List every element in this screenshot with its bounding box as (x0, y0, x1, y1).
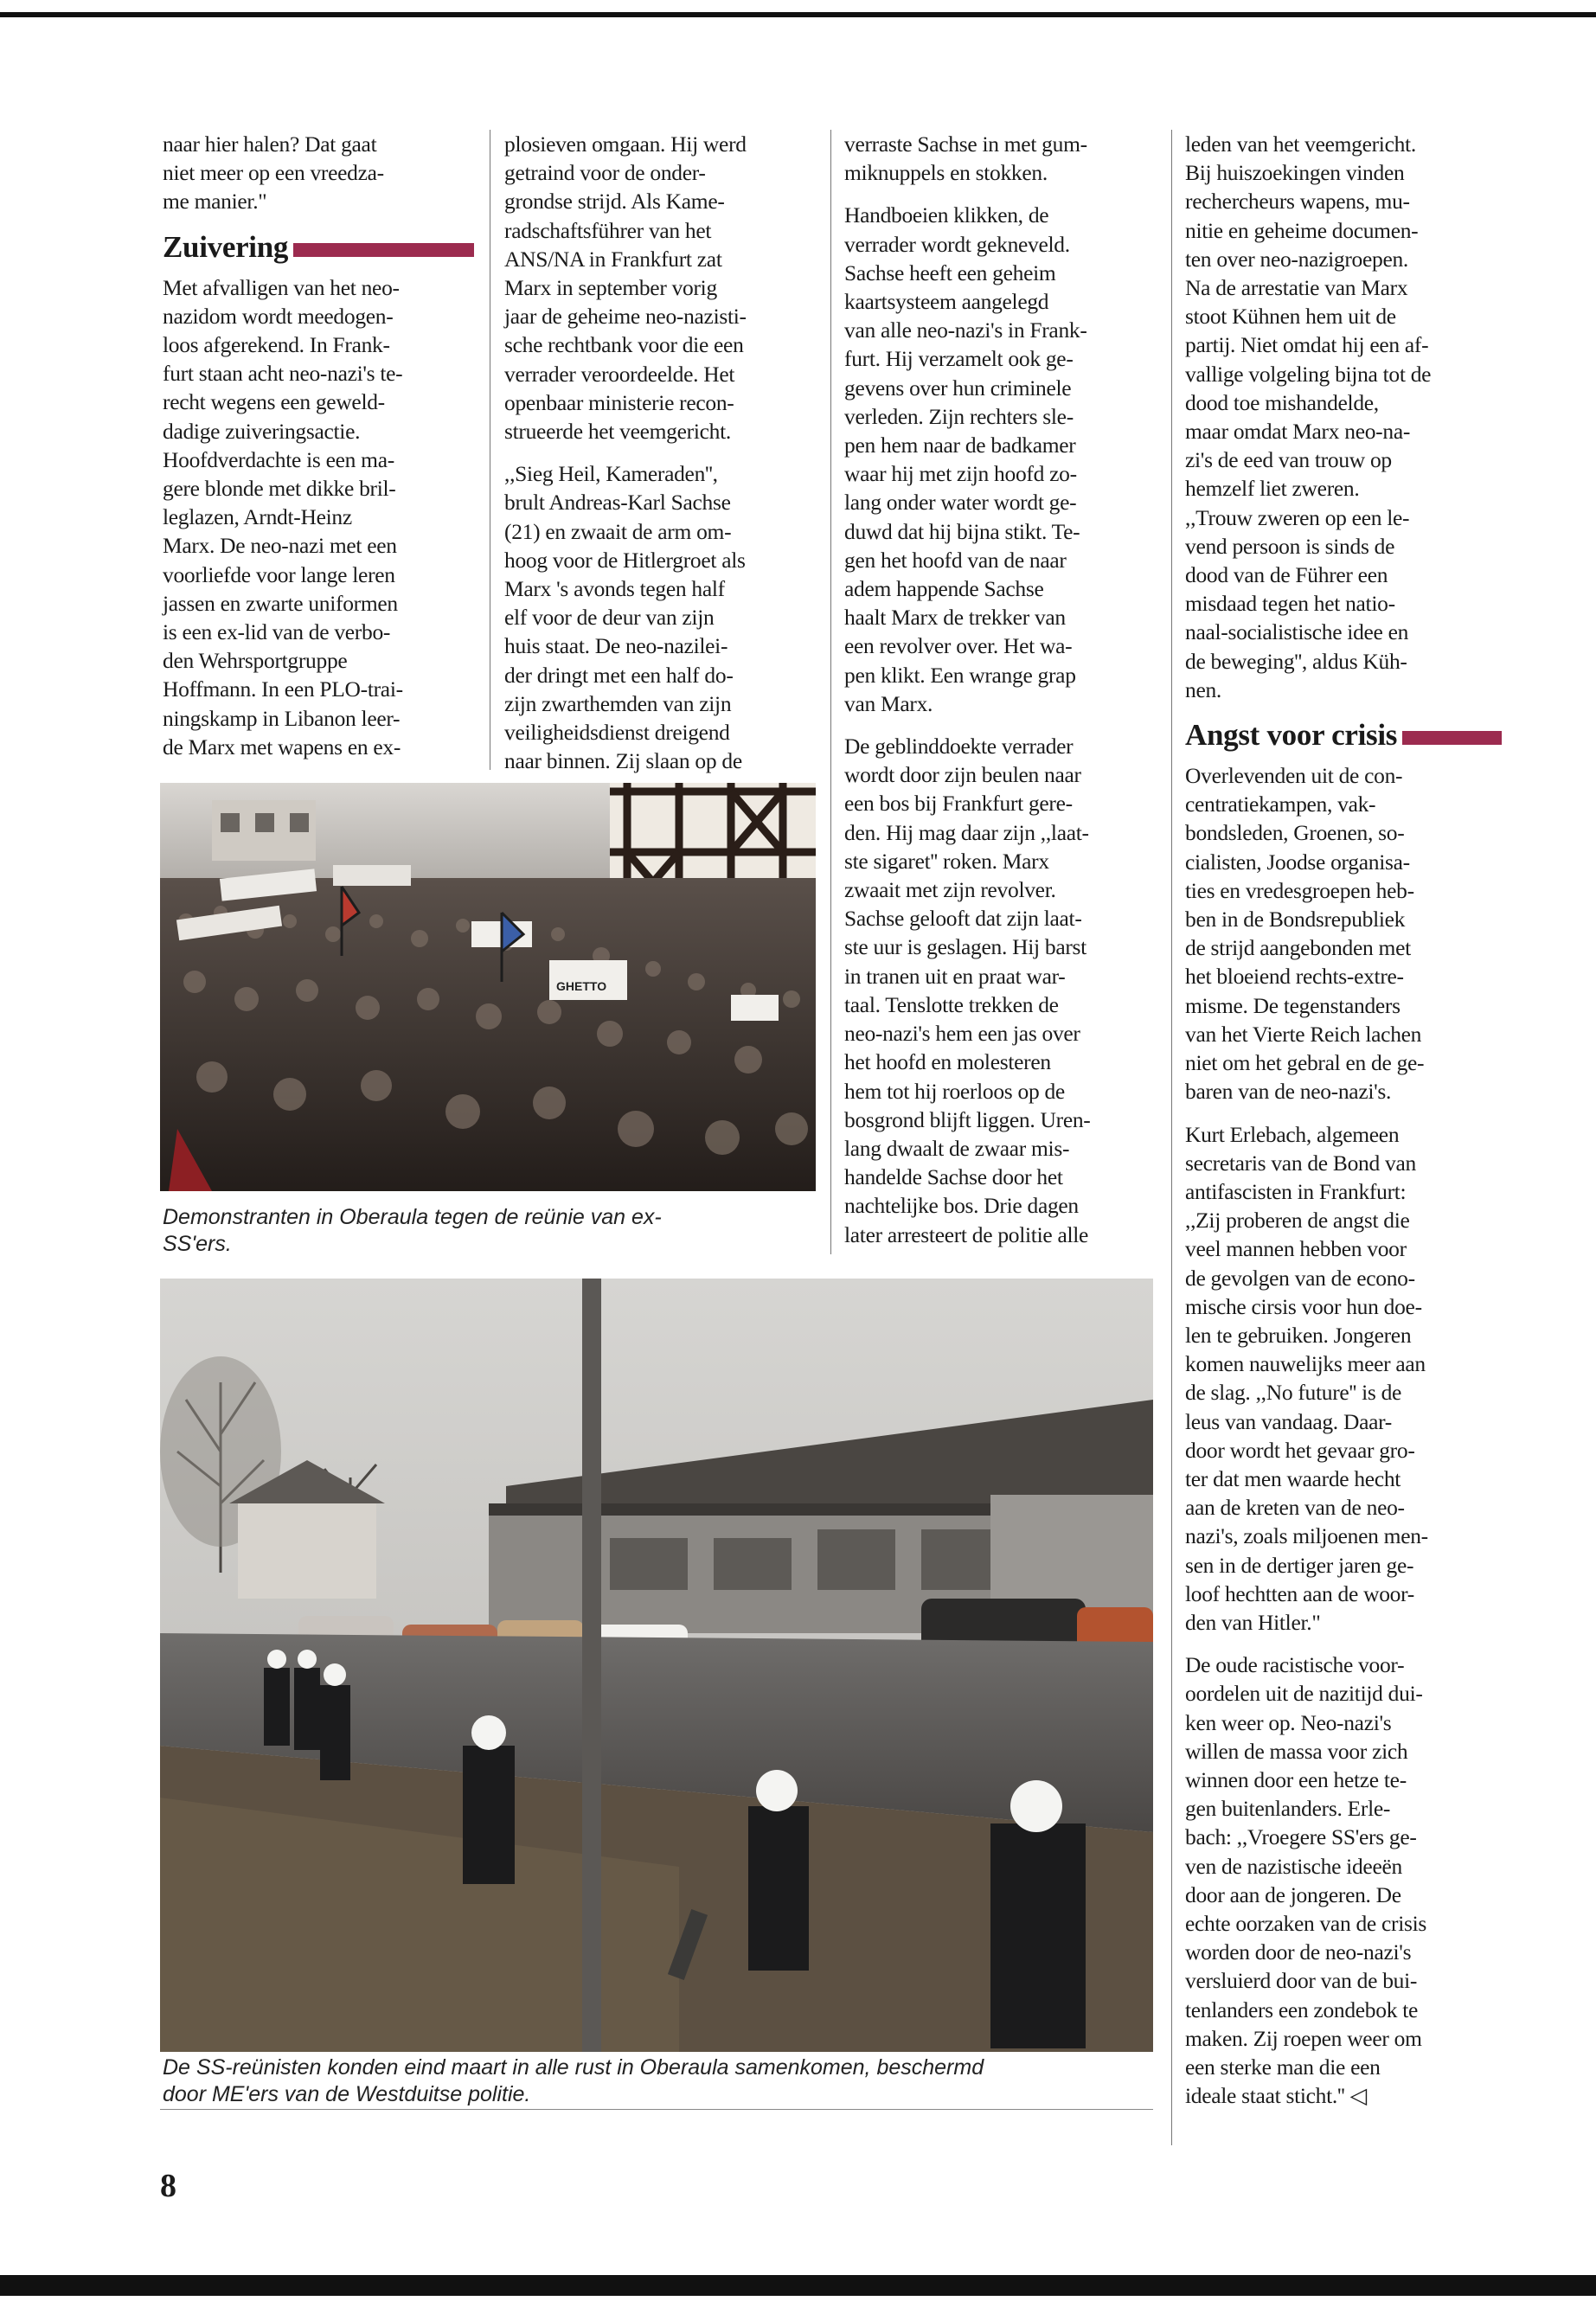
col1-paragraph-1: naar hier halen? Dat gaat niet meer op een vreedza- me manier." (163, 131, 384, 215)
demonstration-photo-caption: Demonstranten in Oberaula tegen de reünie van ex- SS'ers. (163, 1205, 662, 1256)
heading-accent-bar (293, 243, 474, 257)
police-photo-image (160, 1279, 1153, 2052)
column-4 (1185, 130, 1502, 2110)
col1-paragraph-2: Met afvalligen van het neo- nazidom wordt meedogen- loos afgerekend. In Frank- furt staan acht neo-nazi's te- recht wegens een geweld- dadige zuiveringsactie. Hoofdverdachte is een ma- gere blonde met dikke bril- leglazen, Arndt-Heinz Marx. De neo-nazi met een voorliefde voor lange leren jassen en zwarte uniformen is een ex-lid van de verbo- den Wehrsportgruppe Hoffmann. In een PLO-trai- ningskamp in Libanon leer- de Marx met wapens en ex- (163, 274, 403, 760)
col4-paragraph-4: De oude racistische voor- oordelen uit de nazitijd dui- ken weer op. Neo-nazi's willen de massa voor zich winnen door een hetze te- gen buitenlanders. Erle- bach: ,,Vroegere SS'ers ge- ven de nazistische ideeën door aan de jongeren. De echte oorzaken van de crisis worden door de neo-nazi's versluierd door van de bui- tenlanders een zondebok te maken. Zij roepen weer om een sterke man die een ideale staat sticht.'' ◁ (1185, 1652, 1427, 2109)
column-divider-3 (1171, 130, 1172, 2145)
police-photo-caption: De SS-reünisten konden eind maart in alle rust in Oberaula samenkomen, beschermd door ME'ers van de Westduitse politie. (163, 2055, 984, 2106)
page-number: 8 (160, 2168, 176, 2204)
column-2 (504, 130, 817, 775)
top-rule (0, 12, 1596, 17)
column-1 (163, 130, 474, 761)
col3-paragraph-3: De geblinddoekte verrader wordt door zijn beulen naar een bos bij Frankfurt gere- den. Hij mag daar zijn ,,laat- ste sigaret'' roken. Marx zwaait met zijn revolver. Sachse gelooft dat zijn laat- ste uur is geslagen. Hij barst in tranen uit en praat war- taal. Tenslotte trekken de neo-nazi's hem een jas over het hoofd en molesteren hem tot hij roerloos op de bosgrond blijft liggen. Uren- lang dwaalt de zwaar mis- handelde Sachse door het nachtelijke bos. Drie dagen later arresteert de politie alle (844, 734, 1091, 1247)
caption-rule (160, 2109, 1153, 2110)
col2-paragraph-2: ,,Sieg Heil, Kameraden'', brult Andreas-Karl Sachse (21) en zwaait de arm om- hoog voor de Hitlergroet als Marx 's avonds tegen half elf voor de deur van zijn huis staat. De neo-nazilei- der dringt met een half do- zijn zwarthemden van zijn veiligheidsdienst dreigend naar binnen. Zij slaan op de (504, 461, 746, 774)
column-divider-2 (830, 130, 831, 1254)
heading-accent-bar (1402, 731, 1502, 745)
demonstration-photo-image (160, 783, 816, 1191)
column-3 (844, 130, 1157, 1249)
col4-paragraph-3: Kurt Erlebach, algemeen secretaris van de Bond van antifascisten in Frankfurt: ,,Zij proberen de angst die veel mannen hebben voor de gevolgen van de econo- mische cirsis voor hun doe- len te gebruiken. Jongeren komen nauwelijks meer aan de slag. ,,No future'' is de leus van vandaag. Daar- door wordt het gevaar gro- ter dat men waarde hecht aan de kreten van de neo- nazi's, zoals miljoenen men- sen in de dertiger jaren ge- loof hechtten aan de woor- den van Hitler." (1185, 1121, 1428, 1635)
bottom-rule (0, 2275, 1596, 2296)
heading-text: Zuivering (163, 229, 289, 264)
col3-paragraph-2: Handboeien klikken, de verrader wordt gekneveld. Sachse heeft een geheim kaartsysteem aangelegd van alle neo-nazi's in Frank- furt. Hij verzamelt ook ge- gevens over hun criminele verleden. Zijn rechters sle- pen hem naar de badkamer waar hij met zijn hoofd zo- lang onder water wordt ge- duwd dat hij bijna stikt. Te- gen het hoofd van de naar adem happende Sachse haalt Marx de trekker van een revolver over. Het wa- pen klikt. Een wrange grap van Marx. (844, 202, 1087, 716)
col2-paragraph-1: plosieven omgaan. Hij werd getraind voor de onder- grondse strijd. Als Kame- radschaftsführer van het ANS/NA in Frankfurt zat Marx in september vorig jaar de geheime neo-nazisti- sche rechtbank voor die een verrader veroordeelde. Het openbaar ministerie recon- strueerde het veemgericht. (504, 131, 747, 445)
col4-paragraph-1: leden van het veemgericht. Bij huiszoekingen vinden rechercheurs wapens, mu- nitie en geheime documen- ten over neo-nazigroepen. Na de arrestatie van Marx stoot Kühnen hem uit de partij. Niet omdat hij een af- vallige volgeling bijna tot de dood toe mishandelde, maar omdat Marx neo-na- zi's de eed van trouw op hemzelf liet zweren. ,,Trouw zweren op een le- vend persoon is sinds de dood van de Führer een misdaad tegen het natio- naal-socialistische idee en de beweging'', aldus Küh- nen. (1185, 131, 1432, 702)
demonstration-photo (160, 783, 816, 1191)
police-photo (160, 1279, 1153, 2052)
section-heading-angst-voor-crisis (1185, 718, 1502, 753)
section-heading-zuivering (163, 230, 474, 265)
col3-paragraph-1: verraste Sachse in met gum- miknuppels en stokken. (844, 131, 1087, 186)
col4-paragraph-2: Overlevenden uit de con- centratiekampen, vak- bondsleden, Groenen, so- cialisten, Joodse organisa- ties en vredesgroepen heb- ben in de Bondsrepubliek de strijd aangebonden met het bloeiend rechts-extre- misme. De tegenstanders van het Vierte Reich lachen niet om het gebral en de ge- baren van de neo-nazi's. (1185, 763, 1425, 1105)
heading-text: Angst voor crisis (1185, 718, 1398, 753)
demonstration-sign-text: GHETTO (556, 979, 607, 993)
